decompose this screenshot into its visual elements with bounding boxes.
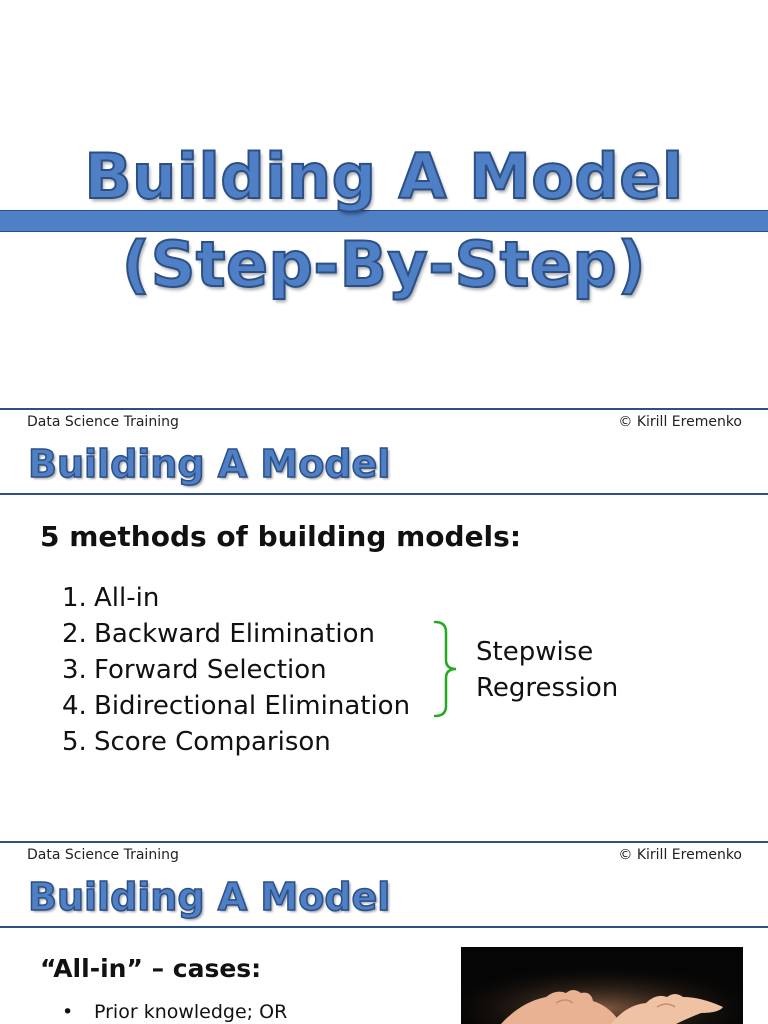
training-label: Data Science Training [27, 847, 179, 863]
slide-title-line1: Building A Model [84, 140, 684, 213]
top-rule [0, 841, 768, 843]
list-item-label: All-in [94, 583, 160, 613]
list-item-number: 2. [62, 619, 87, 649]
stepwise-label-line2: Regression [476, 673, 619, 703]
methods-list [62, 580, 410, 760]
all-in-slide [0, 841, 768, 1024]
stepwise-label-line1: Stepwise [476, 637, 594, 667]
slide-header: Building A Model [28, 442, 391, 486]
header-rule [0, 926, 768, 928]
copyright-label: © Kirill Eremenko [618, 847, 742, 863]
list-item-label: Score Comparison [94, 727, 331, 757]
curly-brace-icon [432, 620, 462, 718]
list-item-number: 3. [62, 655, 87, 685]
list-item [62, 688, 410, 724]
list-item [62, 1001, 287, 1023]
list-item-label: Backward Elimination [94, 619, 375, 649]
list-item [62, 652, 410, 688]
bullet-text: Prior knowledge; OR [94, 1001, 288, 1023]
title-slide [0, 0, 768, 408]
stepwise-regression-label [476, 634, 618, 706]
header-rule [0, 493, 768, 495]
bullet-marker: • [62, 1001, 74, 1023]
list-item-number: 4. [62, 691, 87, 721]
list-item [62, 616, 410, 652]
list-item [62, 724, 410, 760]
list-item-label: Forward Selection [94, 655, 327, 685]
slide-title-line2: (Step-By-Step) [121, 228, 647, 301]
top-rule [0, 408, 768, 410]
hands-image [461, 947, 743, 1024]
methods-slide [0, 408, 768, 841]
training-label: Data Science Training [27, 414, 179, 430]
list-item-label: Bidirectional Elimination [94, 691, 411, 721]
all-in-heading: “All-in” – cases: [40, 954, 262, 983]
list-item-number: 1. [62, 583, 87, 613]
list-item-number: 5. [62, 727, 87, 757]
methods-heading: 5 methods of building models: [40, 520, 522, 553]
slide-header: Building A Model [28, 875, 391, 919]
copyright-label: © Kirill Eremenko [618, 414, 742, 430]
list-item [62, 580, 410, 616]
hands-photo [461, 947, 743, 1024]
